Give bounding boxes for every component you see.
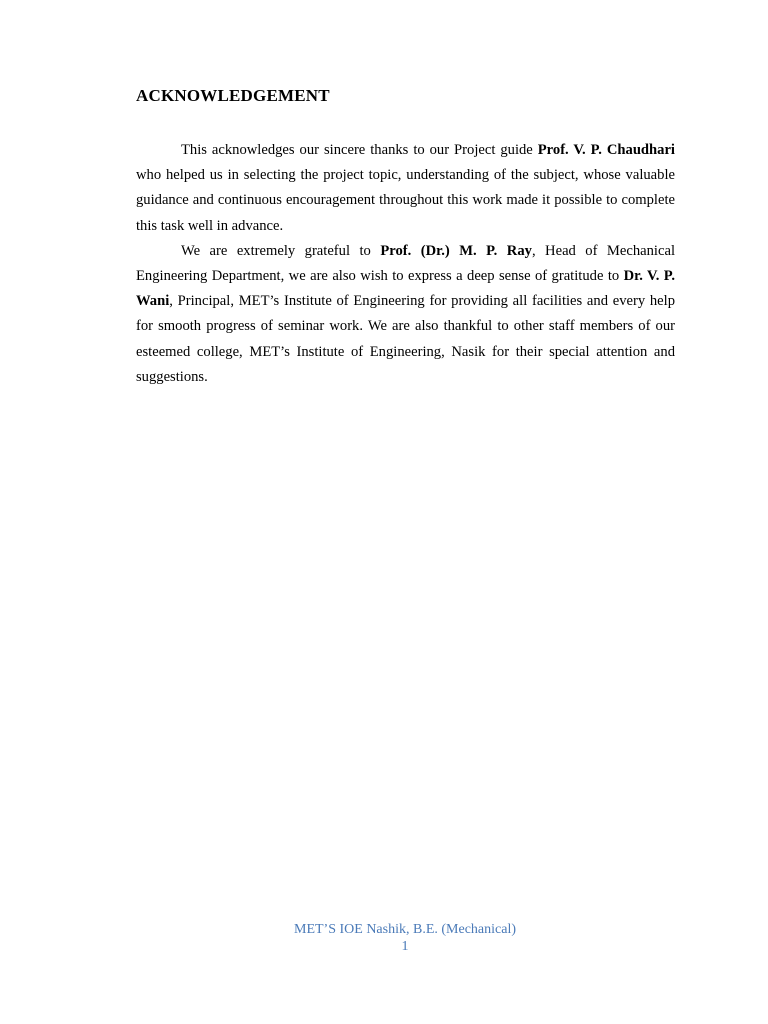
footer-institution: MET’S IOE Nashik, B.E. (Mechanical) <box>294 922 516 937</box>
principal-name: Dr. V. P. Wani <box>136 268 675 310</box>
acknowledgement-body <box>136 138 675 390</box>
paragraph1-text-start: This acknowledges our sincere thanks to our Project guide <box>181 142 538 158</box>
paragraph2-text-end: , Principal, MET’s Institute of Engineering for providing all facilities and every help for smooth progress of seminar work. We are also thankful to other staff members of our esteemed college, MET’s Institute of Engineering, Nasik for their special attention and suggestions. <box>136 293 675 385</box>
paragraph2-text-start: We are extremely grateful to <box>181 242 381 259</box>
paragraph2-text-middle: , Head of Mechanical Engineering Department, we are also wish to express a deep sense of gratitude to <box>136 242 675 285</box>
hod-name: Prof. (Dr.) M. P. Ray <box>380 242 532 259</box>
paragraph-guide-thanks <box>136 138 675 239</box>
paragraph-department-thanks <box>136 239 675 390</box>
guide-name: Prof. V. P. Chaudhari <box>537 142 675 158</box>
page-heading: ACKNOWLEDGEMENT <box>136 86 330 105</box>
paragraph1-text-end: who helped us in selecting the project topic, understanding of the subject, whose valuable guidance and continuous encouragement throughout this work made it possible to complete this task well in advance. <box>136 167 675 234</box>
footer-page-number: 1 <box>401 939 409 954</box>
